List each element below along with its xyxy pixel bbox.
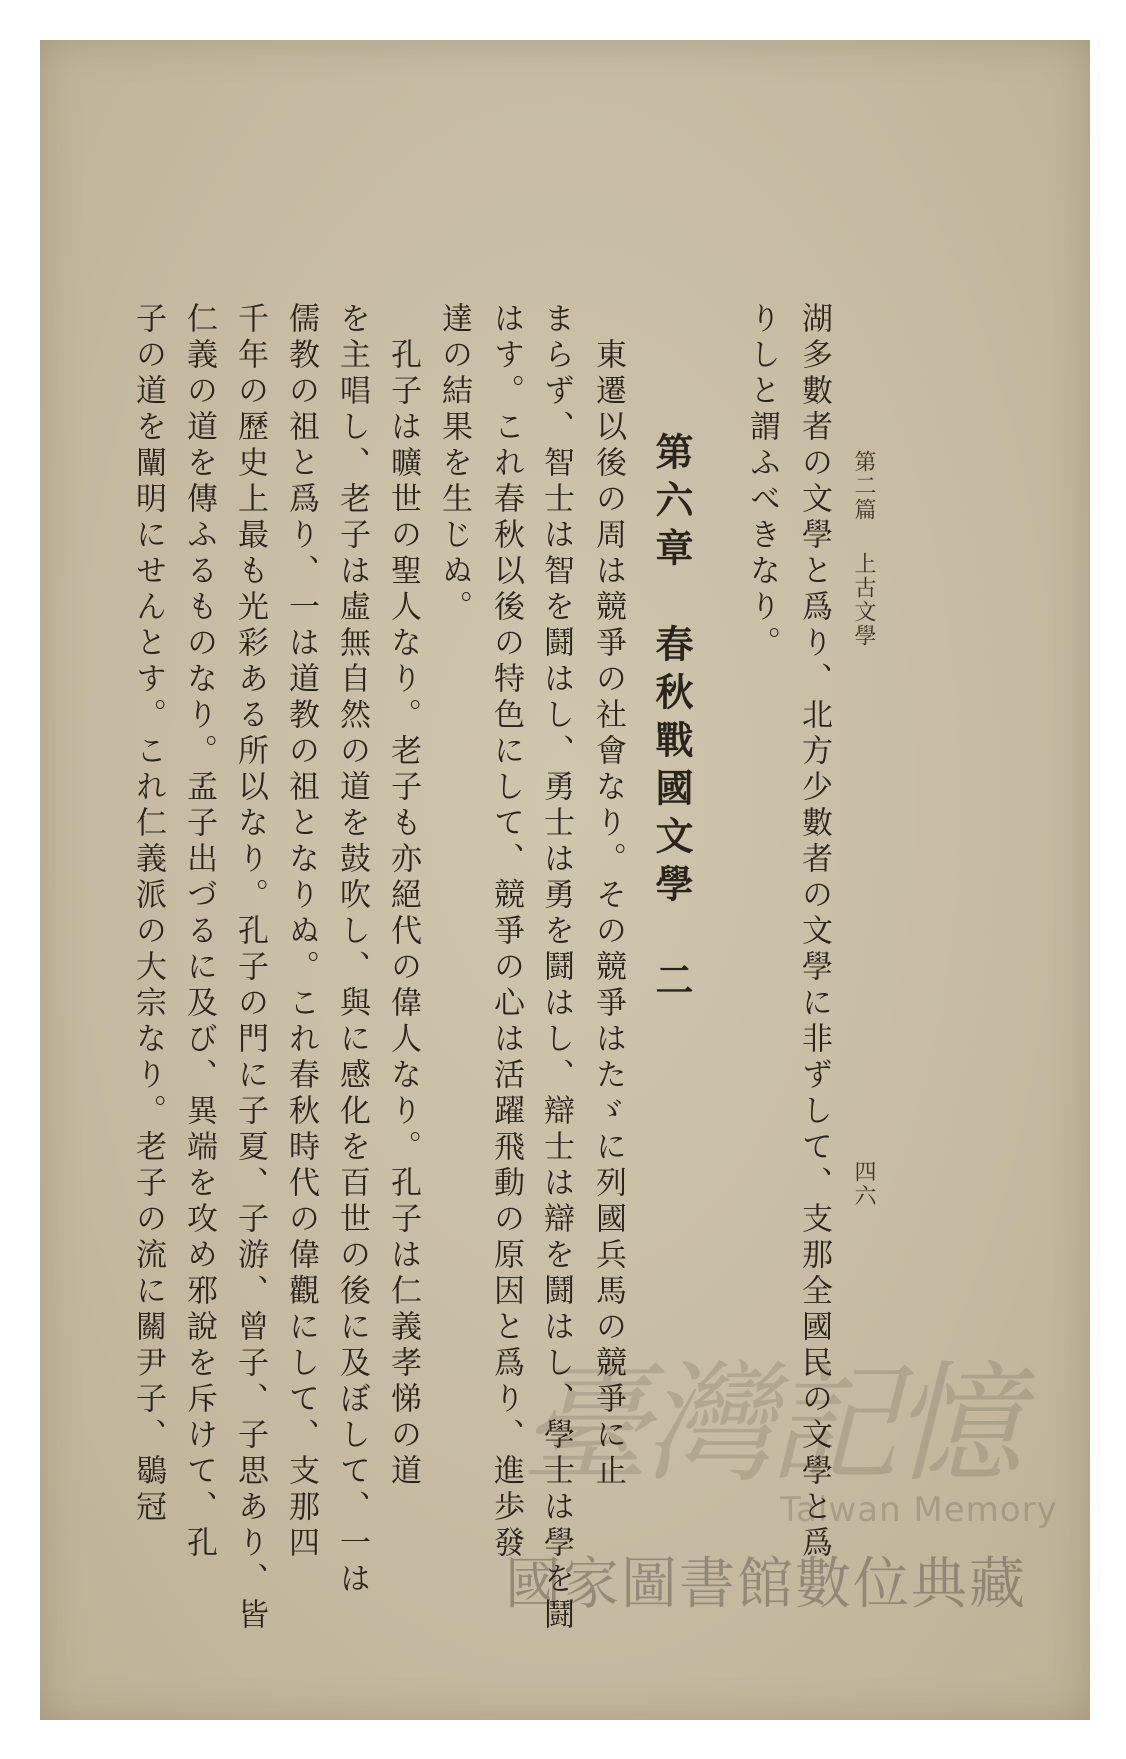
watermark-logo: 臺灣記憶	[520, 1348, 1017, 1500]
text-line: 達の結果を生じぬ。	[436, 302, 472, 626]
chapter-title: 第六章 春秋戰國文學 二	[649, 432, 694, 1008]
text-line: 孔子は曠世の聖人なり。老子も亦絕代の偉人なり。孔子は仁義孝悌の道	[385, 302, 421, 1490]
text-line: 東遷以後の周は競爭の社會なり。その競爭はたゞに列國兵馬の競爭に止	[590, 302, 626, 1490]
watermark-english: Taiwan Memory	[780, 1490, 1058, 1530]
text-line: 仁義の道を傳ふるものなり。孟子出づるに及び、異端を攻め邪說を斥けて、孔	[181, 302, 217, 1562]
text-line: 子の道を闡明にせんとす。これ仁義派の大宗なり。老子の流に關尹子、鶡冠	[130, 302, 166, 1526]
text-line: りしと謂ふべきなり。	[744, 302, 780, 662]
text-line: 湖多數者の文學と爲り、北方少數者の文學に非ずして、支那全國民の文學と爲	[796, 302, 832, 1562]
header-title: 上古文學	[851, 552, 876, 648]
text-line: 千年の歷史上最も光彩ある所以なり。孔子の門に子夏、子游、曾子、子思あり、皆	[232, 302, 268, 1634]
watermark-chinese: 國家圖書館數位典藏	[505, 1552, 1027, 1617]
header-page-number: 四六	[851, 1160, 876, 1208]
text-line: はす。これ春秋以後の特色にして、競爭の心は活躍飛動の原因と爲り、進歩發	[488, 302, 524, 1562]
text-line: 儒教の祖と爲り、一は道教の祖となりぬ。これ春秋時代の偉觀にして、支那四	[283, 302, 319, 1562]
header-section: 第二篇	[851, 450, 876, 522]
text-line: を主唱し、老子は虛無自然の道を鼓吹し、與に感化を百世の後に及ぼして、一は	[334, 302, 370, 1598]
text-line: まらず、智士は智を鬪はし、勇士は勇を鬪はし、辯士は辯を鬪はし、學士は學を鬪	[538, 302, 574, 1634]
